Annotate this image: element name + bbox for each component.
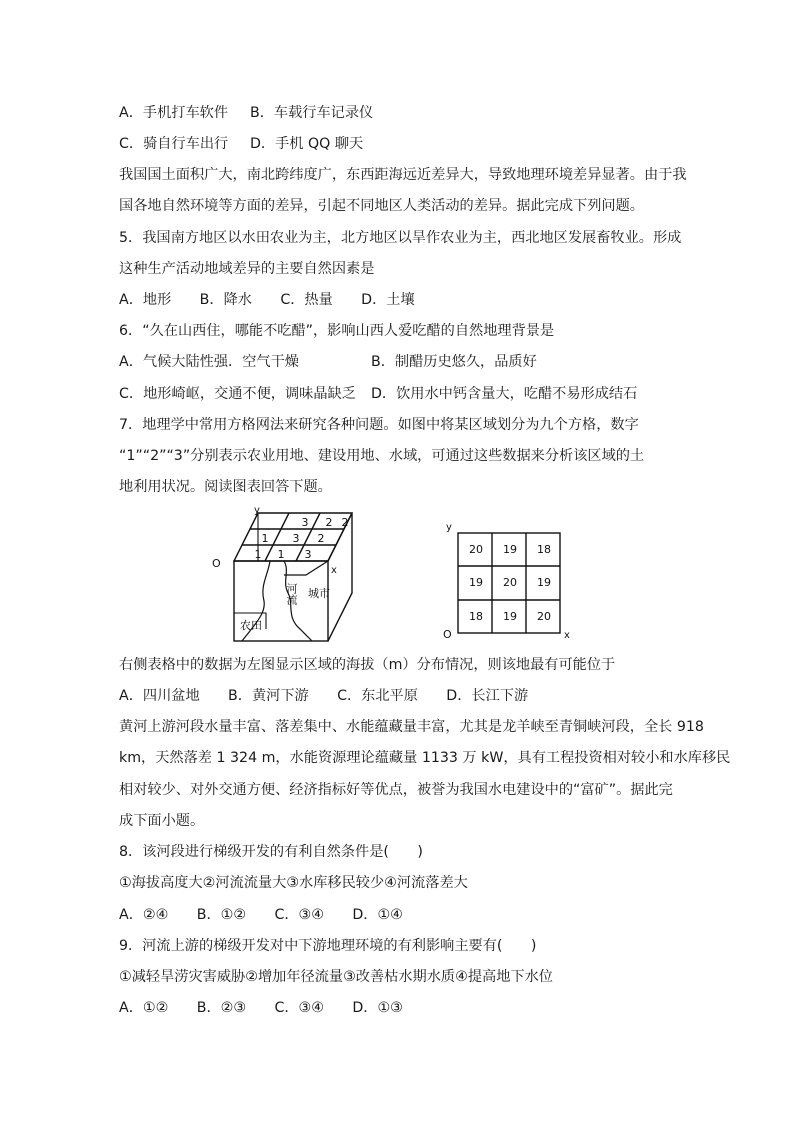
option-a-q4: A．手机打车软件 — [119, 105, 229, 121]
cube-origin: O — [212, 557, 221, 570]
question-6: 6．“久在山西住，哪能不吃醋”，影响山西人爱吃醋的自然地理背景是 — [119, 323, 555, 339]
question-5-options: A．地形 B．降水 C．热量 D．土壤 — [119, 292, 415, 308]
option-b-q4: B．车载行车记录仪 — [250, 105, 374, 121]
passage-2-line-4: 成下面小题。 — [119, 813, 205, 829]
cube-cell-r2c3: 3 — [292, 532, 300, 545]
question-9: 9．河流上游的梯级开发对中下游地理环境的有利影响主要有( ) — [119, 938, 537, 954]
cube-label-farmland: 农田 — [240, 619, 262, 632]
question-8-statements: ①海拔高度大②河流流量大③水库移民较少④河流落差大 — [119, 875, 468, 891]
grid-origin: O — [443, 628, 452, 641]
cube-axis-y: y — [254, 505, 260, 516]
question-9-options: A．①② B．②③ C．③④ D．①③ — [119, 1000, 403, 1016]
cube-label-river — [276, 583, 298, 606]
cube-cell-r1c2: 3 — [301, 516, 309, 529]
grid-cell-r1c3: 18 — [537, 543, 551, 556]
passage-2-line-3: 相对较少、对外交通方便、经济指标好等优点，被誉为我国水电建设中的“富矿”。据此完 — [119, 782, 673, 798]
grid-cell-r3c3: 20 — [537, 610, 551, 623]
option-a-q6: A．气候大陆性强．空气干燥 — [119, 354, 299, 370]
question-7-line-3: 地利用状况。阅读图表回答下题。 — [119, 479, 332, 495]
grid-cell-r2c2: 20 — [503, 576, 517, 589]
question-5-line-1: 5．我国南方地区以水田农业为主，北方地区以旱作农业为主，西北地区发展畜牧业。形成 — [119, 230, 682, 246]
option-d-q4: D．手机 QQ 聊天 — [250, 136, 364, 152]
grid-cell-r3c2: 19 — [503, 610, 517, 623]
question-8: 8．该河段进行梯级开发的有利自然条件是( ) — [119, 844, 423, 860]
grid-axis-y: y — [446, 522, 452, 533]
cube-cell-r1c4: 2 — [341, 516, 349, 529]
grid-cell-r2c3: 19 — [537, 576, 551, 589]
question-5-line-2: 这种生产活动地域差异的主要自然因素是 — [119, 261, 375, 277]
cube-cell-r3c3: 1 — [277, 548, 285, 561]
cube-label-river-text: 河流 — [276, 583, 298, 596]
option-c-q4: C．骑自行车出行 — [119, 136, 229, 152]
cube-cell-r3c4: 3 — [304, 548, 312, 561]
land-use-cube-figure — [208, 505, 358, 645]
question-9-statements: ①减轻旱涝灾害威胁②增加年径流量③改善枯水期水质④提高地下水位 — [119, 969, 553, 985]
grid-cell-r2c1: 19 — [469, 576, 483, 589]
option-d-q6: D．饮用水中钙含量大，吃醋不易形成结石 — [371, 386, 638, 402]
cube-cell-r2c2: 1 — [261, 532, 269, 545]
question-7-line-1: 7．地理学中常用方格网法来研究各种问题。如图中将某区域划分为九个方格，数字 — [119, 417, 639, 433]
passage-2-line-2: km，天然落差 1 324 m，水能资源理论蕴藏量 1133 万 kW，具有工程投资相对较小和水库移民 — [119, 750, 731, 766]
question-7-stem: 右侧表格中的数据为左图显示区域的海拔（m）分布情况，则该地最有可能位于 — [119, 657, 616, 673]
passage-1-line-2: 国各地自然环境等方面的差异，引起不同地区人类活动的差异。据此完成下列问题。 — [119, 198, 644, 214]
passage-1-line-1: 我国国土面积广大，南北跨纬度广，东西距海远近差异大，导致地理环境差异显著。由于我 — [119, 167, 687, 183]
elevation-grid-figure — [440, 520, 575, 642]
option-c-q6: C．地形崎岖，交通不便，调味晶缺乏 — [119, 386, 356, 402]
question-7-line-2: “1”“2”“3”分别表示农业用地、建设用地、水域，可通过这些数据来分析该区域的土 — [119, 448, 645, 464]
question-7-options: A．四川盆地 B．黄河下游 C．东北平原 D．长江下游 — [119, 688, 529, 704]
grid-axis-x: x — [564, 630, 570, 641]
grid-cell-r1c1: 20 — [469, 543, 483, 556]
passage-2-line-1: 黄河上游河段水量丰富、落差集中、水能蕴藏量丰富，尤其是龙羊峡至青铜峡河段，全长 918 — [119, 719, 704, 735]
grid-cell-r3c1: 18 — [469, 610, 483, 623]
cube-cell-r2c4: 2 — [317, 532, 325, 545]
cube-label-city: 城市 — [308, 587, 330, 600]
option-b-q6: B．制醋历史悠久，品质好 — [371, 354, 537, 370]
cube-axis-x: x — [331, 565, 337, 576]
question-8-options: A．②④ B．①② C．③④ D．①④ — [119, 907, 403, 923]
cube-cell-r1c3: 2 — [325, 516, 333, 529]
grid-cell-r1c2: 19 — [503, 543, 517, 556]
cube-cell-r3c2: 1 — [254, 548, 262, 561]
